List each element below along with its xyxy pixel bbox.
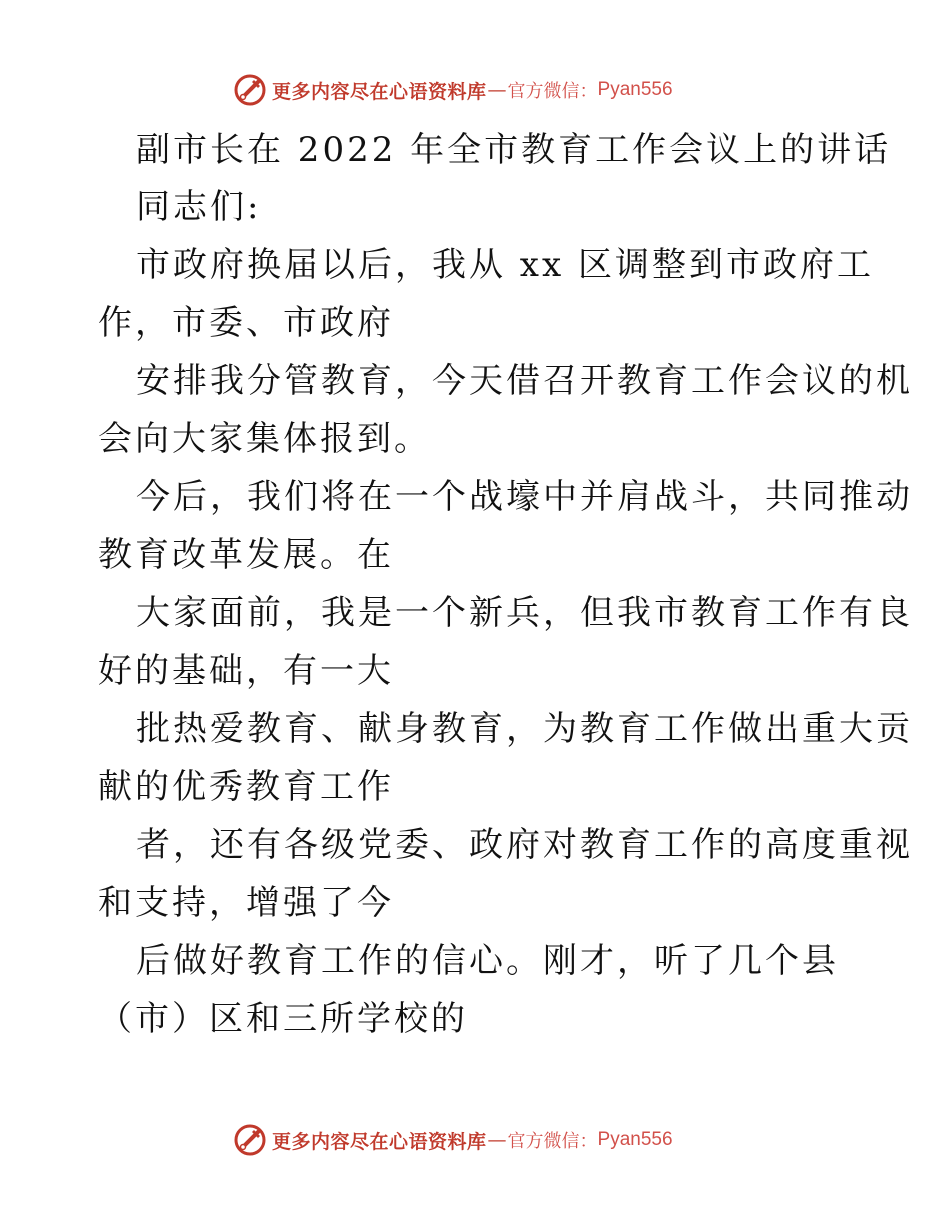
body-line: 作，市委、市政府 — [98, 303, 394, 343]
body-line: 和支持，增强了今 — [98, 883, 394, 923]
footer-banner — [232, 1120, 673, 1160]
body-line: 安排我分管教育，今天借召开教育工作会议的机 — [136, 361, 913, 401]
body-line: 大家面前，我是一个新兵，但我市教育工作有良 — [136, 593, 913, 633]
body-line: 市政府换届以后，我从 xx 区调整到市政府工 — [136, 245, 874, 285]
body-line: 会向大家集体报到。 — [98, 419, 431, 459]
body-line: 者，还有各级党委、政府对教育工作的高度重视 — [136, 825, 913, 865]
wechat-label: 官方微信： — [507, 81, 598, 102]
body-line: 献的优秀教育工作 — [98, 767, 394, 807]
body-line: 教育改革发展。在 — [98, 535, 394, 575]
promo-text: 更多内容尽在心语资料库 — [272, 1130, 487, 1153]
body-line: 今后，我们将在一个战壕中并肩战斗，共同推动 — [136, 477, 913, 517]
pen-circle-logo-icon — [232, 72, 268, 108]
body-line: 后做好教育工作的信心。刚才，听了几个县 — [136, 941, 839, 981]
promo-dash: — — [487, 1129, 507, 1151]
header-banner — [232, 70, 673, 110]
body-line: 好的基础，有一大 — [98, 651, 394, 691]
promo-dash: — — [487, 79, 507, 101]
body-line: （市）区和三所学校的 — [98, 999, 468, 1039]
wechat-id: Pyan556 — [597, 1129, 673, 1150]
pen-circle-logo-icon — [232, 1122, 268, 1158]
document-title: 副市长在 2022 年全市教育工作会议上的讲话 — [136, 130, 892, 170]
promo-text: 更多内容尽在心语资料库 — [272, 80, 487, 103]
body-line: 批热爱教育、献身教育，为教育工作做出重大贡 — [136, 709, 913, 749]
salutation: 同志们: — [136, 187, 262, 227]
wechat-id: Pyan556 — [597, 79, 673, 100]
wechat-label: 官方微信： — [507, 1131, 598, 1152]
